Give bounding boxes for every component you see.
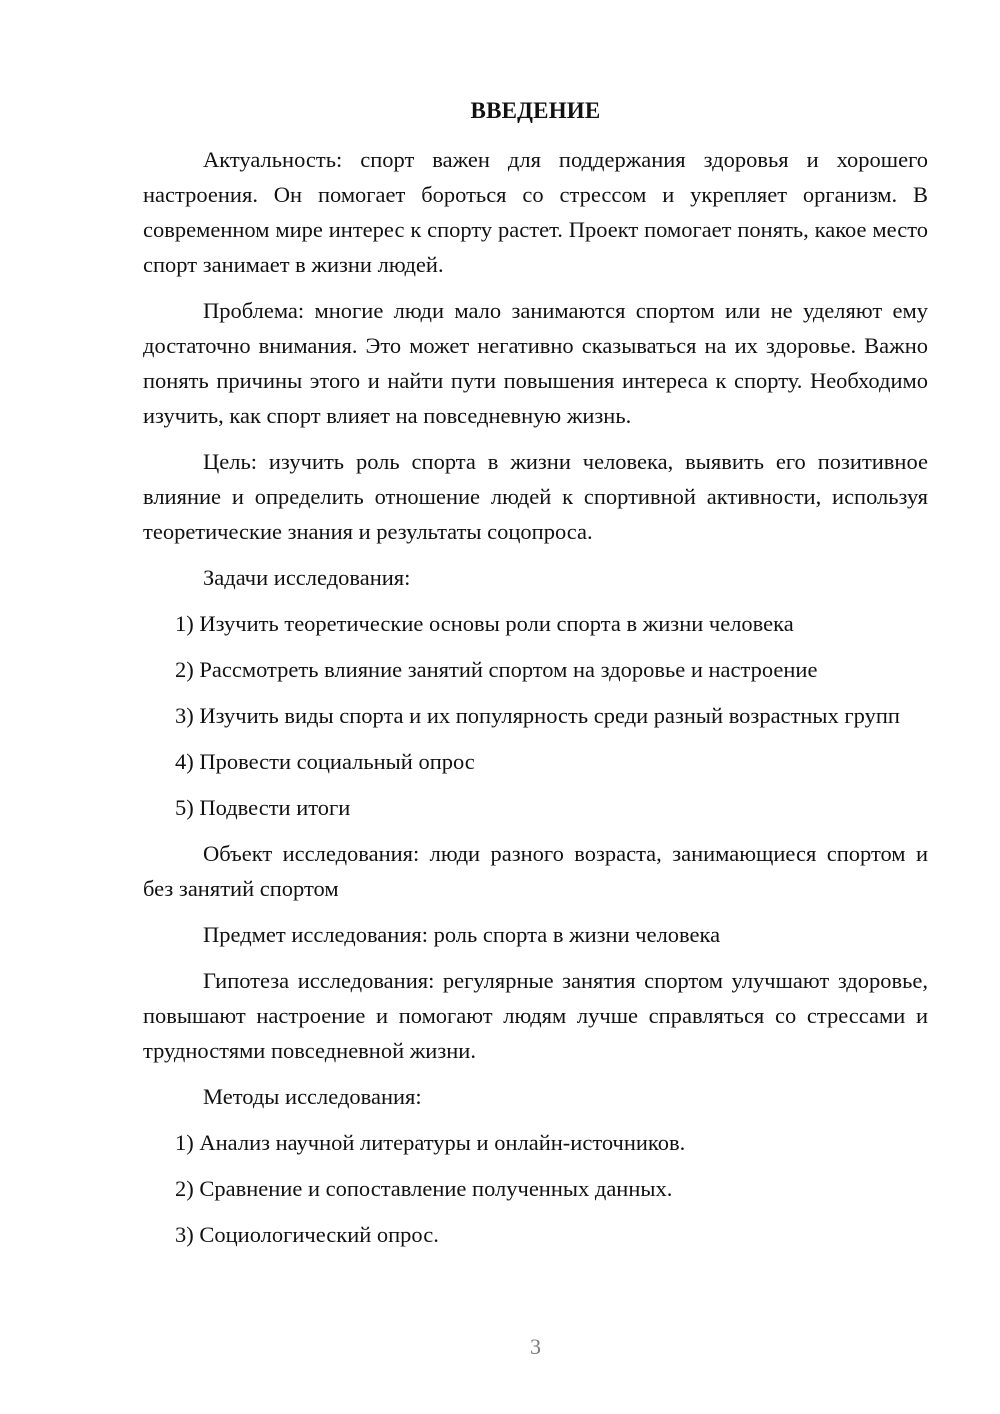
relevance-paragraph: Актуальность: спорт важен для поддержания здоровья и хорошего настроения. Он помогает бороться со стрессом и укрепляет организм. В современном мире интерес к спорту растет. Проект помогает понять, какое место спорт занимает в жизни людей. (143, 147, 928, 277)
methods-heading: Методы исследования: (203, 1084, 422, 1109)
method-item-3: 3) Социологический опрос. (175, 1222, 439, 1247)
task-item-4: 4) Провести социальный опрос (175, 749, 475, 774)
subject-paragraph: Предмет исследования: роль спорта в жизни человека (203, 922, 721, 947)
hypothesis-paragraph: Гипотеза исследования: регулярные занятия спортом улучшают здоровье, повышают настроение и помогают людям лучше справляться со стрессами и трудностями повседневной жизни. (143, 968, 928, 1063)
goal-paragraph: Цель: изучить роль спорта в жизни человека, выявить его позитивное влияние и определить отношение людей к спортивной активности, используя теоретические знания и результаты соцопроса. (143, 449, 928, 544)
problem-paragraph: Проблема: многие люди мало занимаются спортом или не уделяют ему достаточно внимания. Это может негативно сказываться на их здоровье. Важно понять причины этого и найти пути повышения интереса к спорту. Необходимо изучить, как спорт влияет на повседневную жизнь. (143, 298, 928, 428)
task-item-2: 2) Рассмотреть влияние занятий спортом на здоровье и настроение (175, 657, 818, 682)
method-item-1: 1) Анализ научной литературы и онлайн-источников. (175, 1130, 686, 1155)
page-title: ВВЕДЕНИЕ (470, 98, 601, 123)
task-item-1: 1) Изучить теоретические основы роли спорта в жизни человека (175, 611, 794, 636)
task-item-3: 3) Изучить виды спорта и их популярность среди разный возрастных групп (175, 703, 900, 728)
tasks-heading: Задачи исследования: (203, 565, 411, 590)
object-paragraph: Объект исследования: люди разного возраста, занимающиеся спортом и без занятий спортом (143, 841, 928, 901)
method-item-2: 2) Сравнение и сопоставление полученных данных. (175, 1176, 673, 1201)
page-number: 3 (530, 1334, 541, 1359)
task-item-5: 5) Подвести итоги (175, 795, 351, 820)
document-body (143, 142, 928, 1263)
